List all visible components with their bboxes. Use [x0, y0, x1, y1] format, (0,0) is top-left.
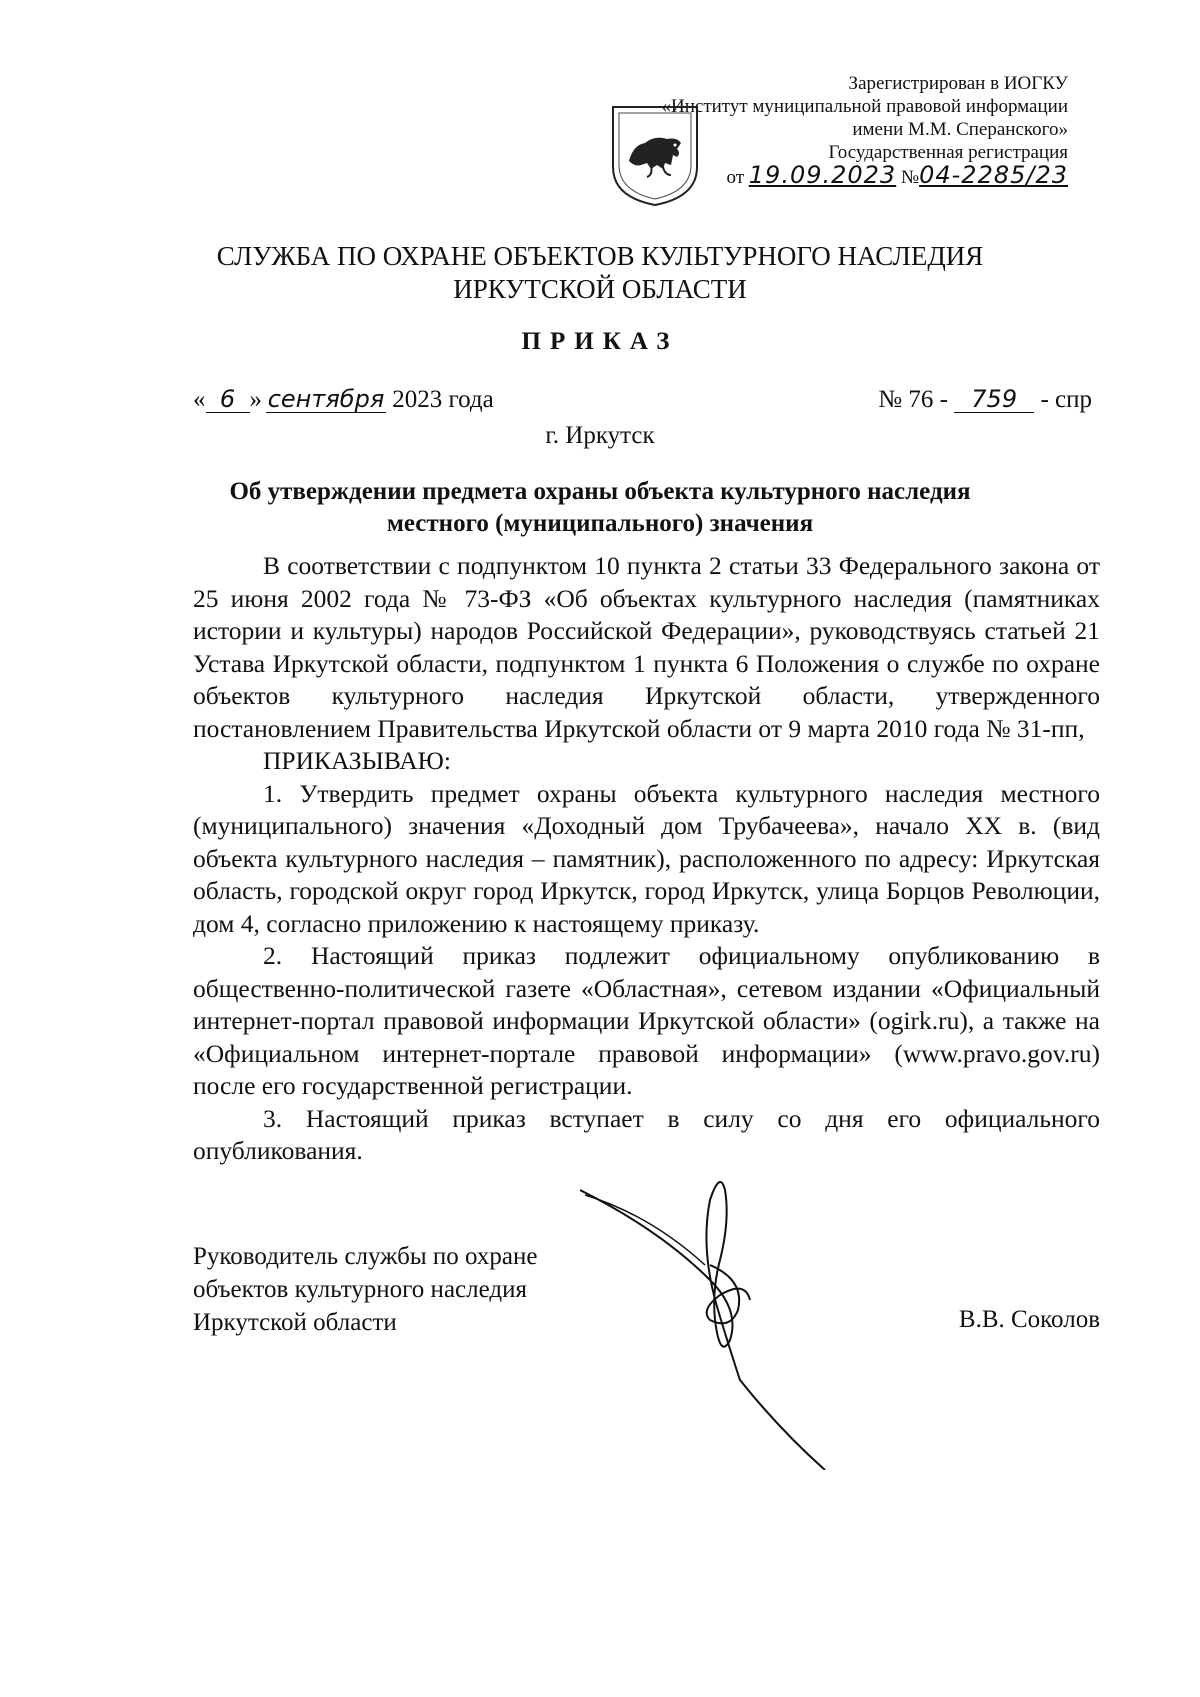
- registration-line-2: «Институт муниципальной правовой информации: [661, 96, 1068, 117]
- document-number: [878, 386, 1092, 414]
- number-prefix: № 76 -: [878, 386, 948, 413]
- signatory-name: В.В. Соколов: [958, 1306, 1100, 1333]
- registration-stamp: [662, 72, 1069, 189]
- preamble-paragraph: В соответствии с подпунктом 10 пункта 2 статьи 33 Федерального закона от 25 июня 2002 года № 73-ФЗ «Об объектах культурного наследия (памятниках истории и культуры) народов Российской Федерации», руководствуясь статьей 21 Устава Иркутской области, подпунктом 1 пункта 6 Положения о службе по охране объектов культурного наследия Иркутской области, утвержденного постановлением Правительства Иркутской области от 9 марта 2010 года № 31-пп,: [193, 551, 1100, 743]
- document-body: [193, 550, 1100, 1168]
- number-suffix: - спр: [1040, 386, 1092, 413]
- order-item-3: 3. Настоящий приказ вступает в силу со дня его официального опубликования.: [193, 1103, 1100, 1165]
- agency-name-line-2: ИРКУТСКОЙ ОБЛАСТИ: [453, 274, 747, 304]
- agency-name: [0, 240, 1200, 306]
- registration-line-1: Зарегистрирован в ИОГКУ: [848, 73, 1068, 94]
- date-close-quote: »: [249, 386, 262, 413]
- registration-line-3: имени М.М. Сперанского»: [852, 119, 1068, 140]
- document-date: [193, 386, 494, 414]
- registration-date-line: [662, 161, 1069, 189]
- signatory-title-line-1: Руководитель службы по охране: [193, 1243, 538, 1270]
- registration-line-4: Государственная регистрация: [828, 142, 1068, 163]
- handwritten-signature: [580, 1170, 910, 1470]
- registration-date-prefix: от: [726, 167, 745, 188]
- signatory-title-line-2: объектов культурного наследия: [193, 1276, 527, 1303]
- title-line-1: Об утверждении предмета охраны объекта культурного наследия: [229, 478, 971, 505]
- document-city: г. Иркутск: [545, 422, 655, 449]
- title-line-2: местного (муниципального) значения: [386, 510, 814, 537]
- order-word: ПРИКАЗЫВАЮ:: [263, 746, 451, 775]
- signatory-title-line-3: Иркутской области: [193, 1309, 397, 1336]
- document-type: ПРИКАЗ: [521, 328, 679, 355]
- registration-number-prefix: №: [900, 167, 920, 188]
- registration-number-handwritten: 04-2285/23: [919, 161, 1068, 189]
- order-item-2: 2. Настоящий приказ подлежит официальному опубликованию в общественно-политической газете «Областная», сетевом издании «Официальный интернет-портал правовой информации Иркутской области» (ogirk.ru), а также на «Официальном интернет-портале правовой информации» (www.pravo.gov.ru) после его государственной регистрации.: [193, 941, 1100, 1100]
- number-handwritten: 759: [954, 386, 1034, 413]
- date-year: 2023 года: [392, 386, 494, 413]
- signatory-title: [193, 1240, 537, 1339]
- registration-date-handwritten: 19.09.2023: [748, 161, 897, 189]
- date-day-handwritten: 6: [206, 386, 250, 413]
- order-item-1: 1. Утвердить предмет охраны объекта культурного наследия местного (муниципального) значения «Доходный дом Трубачеева», начало XX в. (вид объекта культурного наследия – памятник), расположенного по адресу: Иркутская область, городской округ город Иркутск, город Иркутск, улица Борцов Революции, дом 4, согласно приложению к настоящему приказу.: [193, 778, 1100, 938]
- document-title: [160, 476, 1040, 540]
- date-month-handwritten: сентября: [267, 385, 385, 413]
- date-open-quote: «: [193, 386, 206, 413]
- agency-name-line-1: СЛУЖБА ПО ОХРАНЕ ОБЪЕКТОВ КУЛЬТУРНОГО НАСЛЕДИЯ: [216, 241, 984, 271]
- coat-of-arms-icon: [611, 105, 699, 207]
